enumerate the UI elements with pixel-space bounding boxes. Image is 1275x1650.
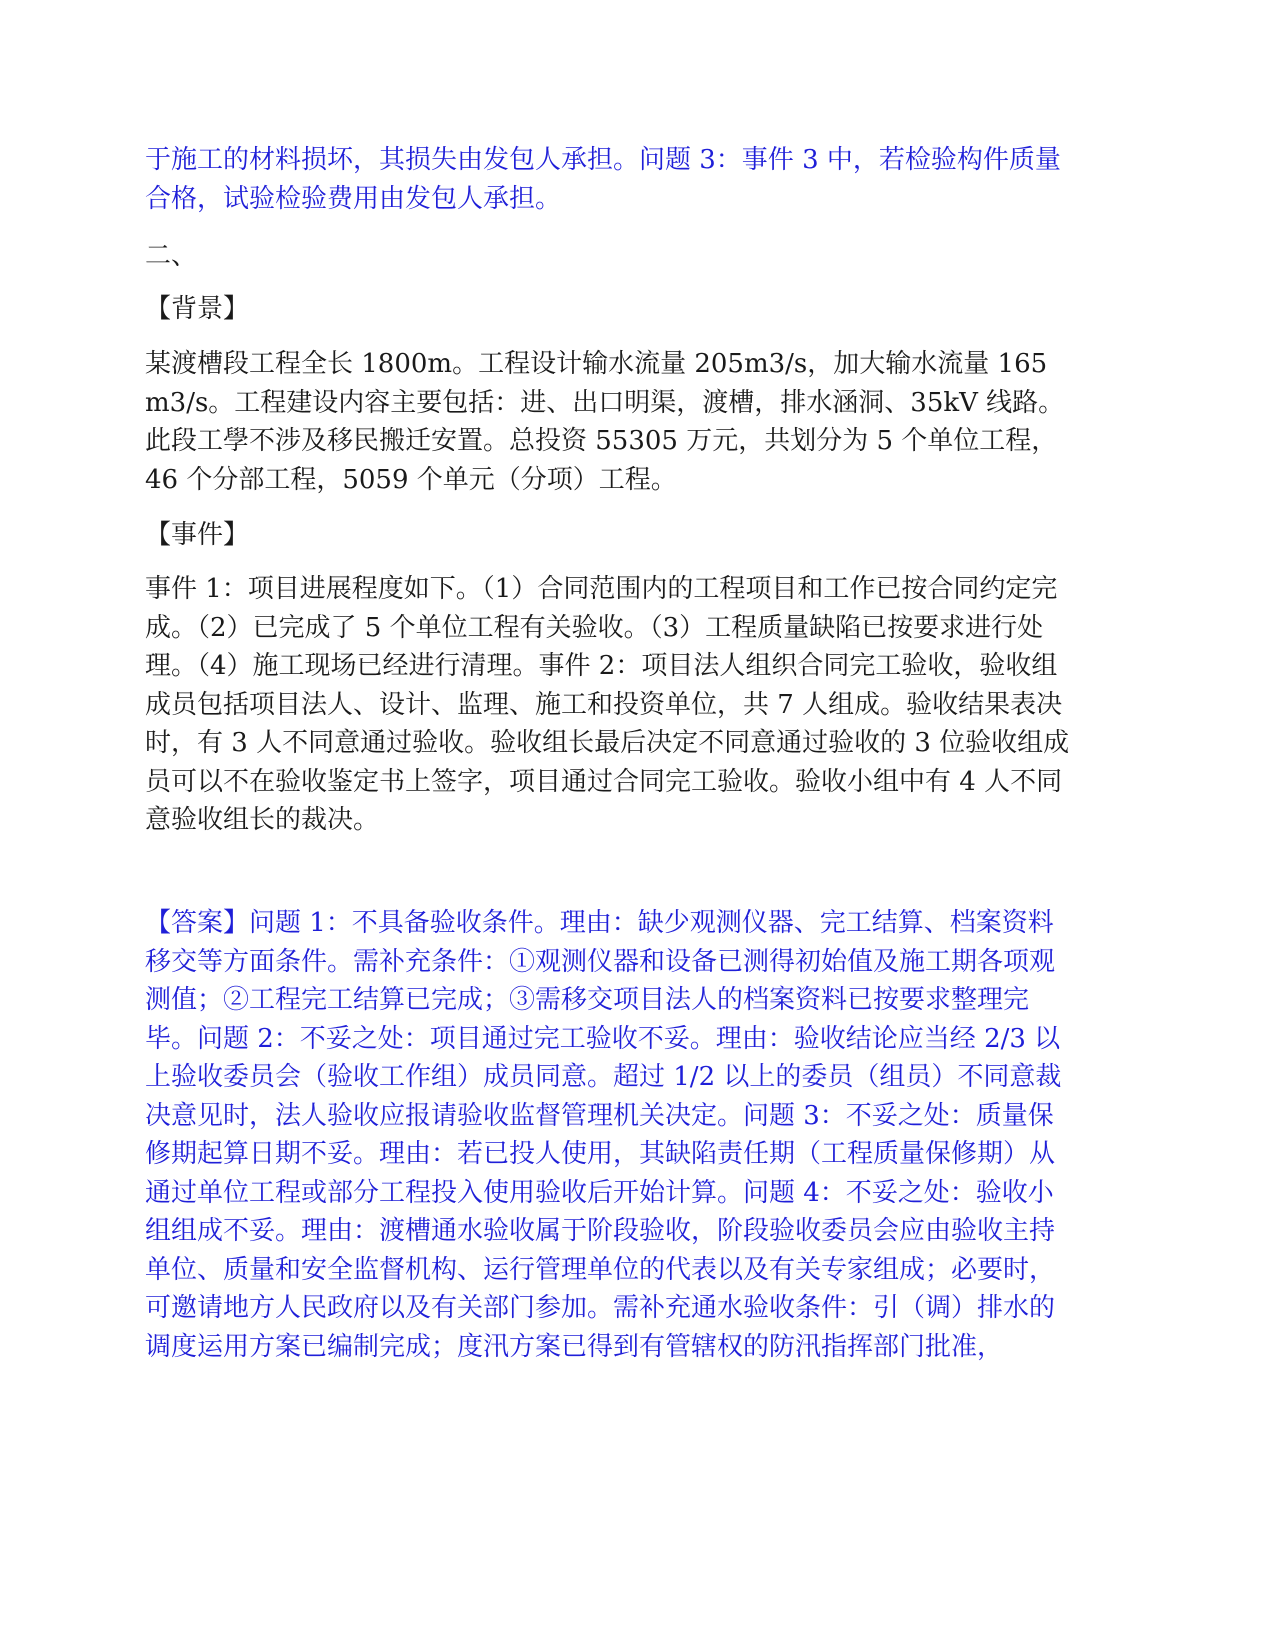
background-paragraph: 某渡槽段工程全长 1800m。工程设计输水流量 205m3/s，加大输水流量 165m3/s。工程建设内容主要包括：进、出口明渠，渡槽，排水涵洞、35kV 线路。此段工學不涉及移民搬迁安置。总投资 55305 万元，共划分为 5 个单位工程，46 个分部工程，5059 个单元（分项）工程。: [145, 349, 1065, 495]
events-heading: 【事件】: [145, 520, 250, 550]
previous-answer-tail: 于施工的材料损坏，其损失由发包人承担。问题 3：事件 3 中，若检验构件质量合格，试验检验费用由发包人承担。: [145, 145, 1061, 214]
answer-paragraph: 【答案】问题 1：不具备验收条件。理由：缺少观测仪器、完工结算、档案资料移交等方面条件。需补充条件：①观测仪器和设备已测得初始值及施工期各项观测值；②工程完工结算已完成；③需移交项目法人的档案资料已按要求整理完毕。问题 2：不妥之处：项目通过完工验收不妥。理由：验收结论应当经 2/3 以上验收委员会（验收工作组）成员同意。超过 1/2 以上的委员（组员）不同意裁决意见时，法人验收应报请验收监督管理机关决定。问题 3：不妥之处：质量保修期起算日期不妥。理由：若已投人使用，其缺陷责任期（工程质量保修期）从通过单位工程或部分工程投入使用验收后开始计算。问题 4：不妥之处：验收小组组成不妥。理由：渡槽通水验收属于阶段验收，阶段验收委员会应由验收主持单位、质量和安全监督机构、运行管理单位的代表以及有关专家组成；必要时，可邀请地方人民政府以及有关部门参加。需补充通水验收条件：引（调）排水的调度运用方案已编制完成；度汛方案已得到有管辖权的防汛指挥部门批准，: [145, 908, 1062, 1362]
section-number: 二、: [145, 241, 198, 271]
events-paragraph: 事件 1：项目进展程度如下。（1）合同范围内的工程项目和工作已按合同约定完成。（2）已完成了 5 个单位工程有关验收。（3）工程质量缺陷已按要求进行处理。（4）施工现场已经进行清理。事件 2：项目法人组织合同完工验收，验收组成员包括项目法人、设计、监理、施工和投资单位，共 7 人组成。验收结果表决时，有 3 人不同意通过验收。验收组长最后决定不同意通过验收的 3 位验收组成员可以不在验收鉴定书上签字，项目通过合同完工验收。验收小组中有 4 人不同意验收组长的裁决。: [145, 574, 1070, 835]
background-heading: 【背景】: [145, 294, 250, 324]
